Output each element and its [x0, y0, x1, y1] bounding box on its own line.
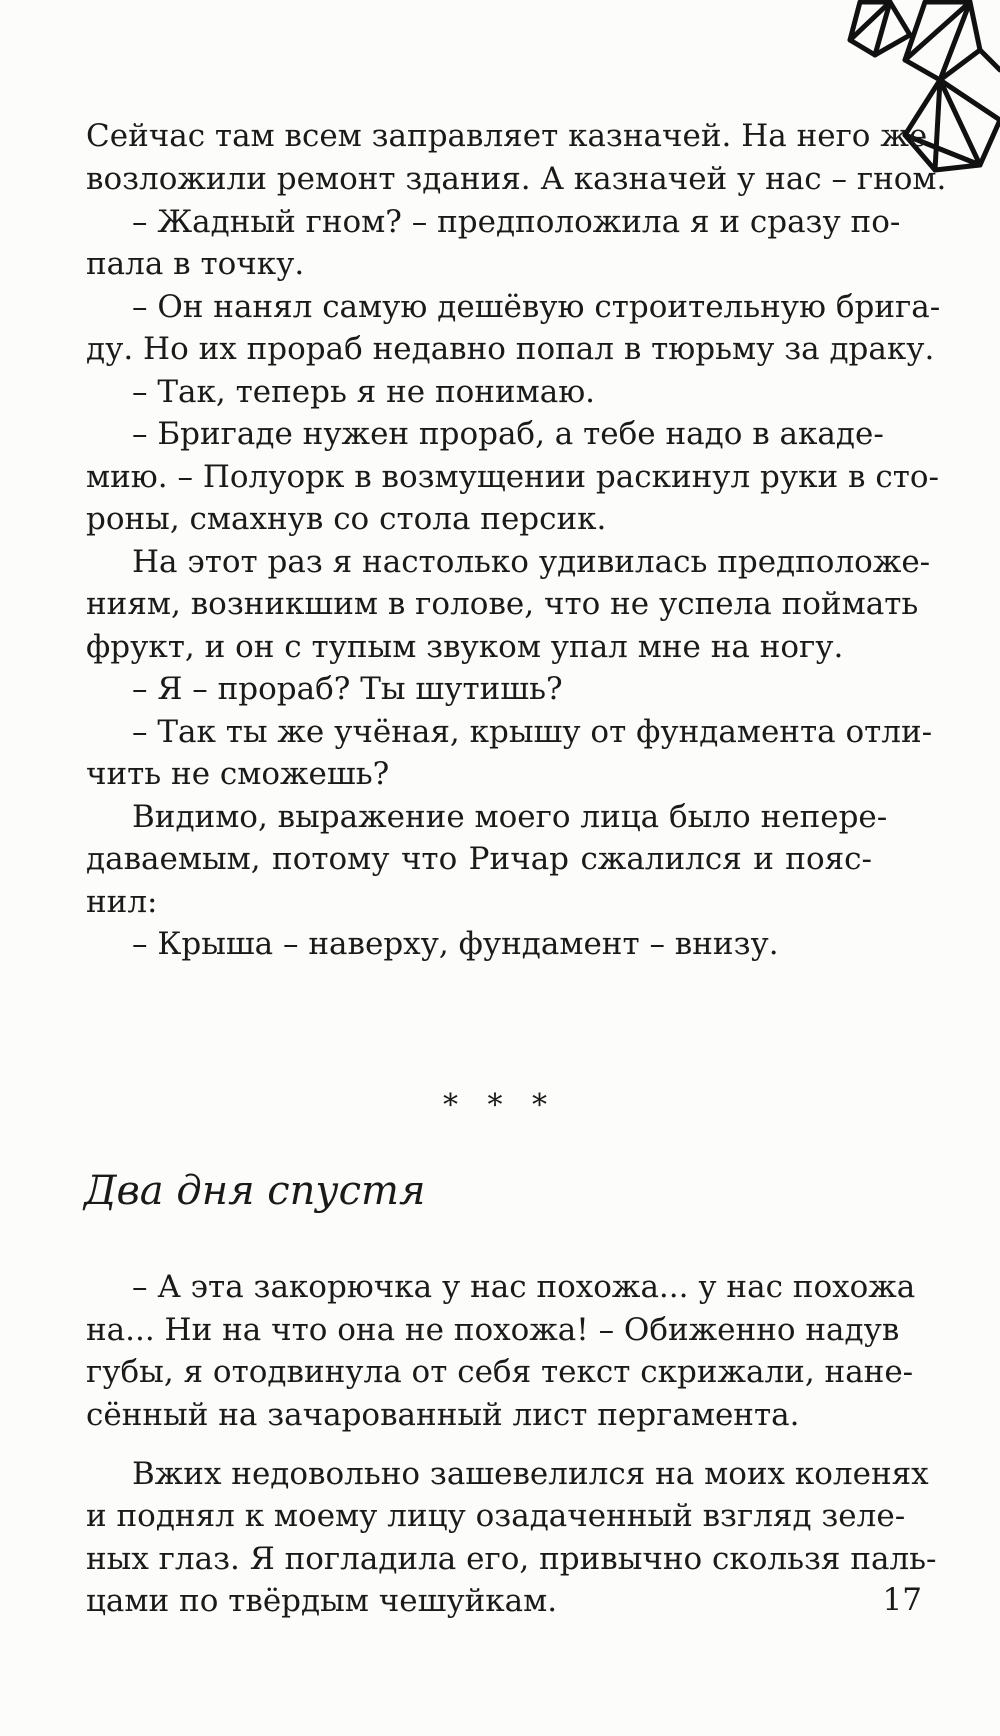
- text-line: пала в точку.: [86, 246, 305, 282]
- text-line: цами по твёрдым чешуйкам.: [86, 1583, 558, 1619]
- text-line: Видимо, выражение моего лица было непере-: [132, 799, 888, 835]
- text-line: губы, я отодвинула от себя текст скрижали, нане-: [86, 1354, 914, 1390]
- text-line: – Я – прораб? Ты шутишь?: [132, 671, 563, 707]
- text-line: – Бригаде нужен прораб, а тебе надо в акаде-: [132, 416, 884, 452]
- text-line: – Он нанял самую дешёвую строительную брига-: [132, 289, 941, 325]
- text-line: – Крыша – наверху, фундамент – внизу.: [132, 926, 779, 962]
- text-line: Сейчас там всем заправляет казначей. На него же: [86, 118, 928, 154]
- text-line: – Так, теперь я не понимаю.: [132, 374, 596, 410]
- page-number: 17: [882, 1582, 922, 1618]
- text-line: Вжих недовольно зашевелился на моих коленях: [132, 1456, 929, 1492]
- text-line: – Жадный гном? – предположила я и сразу по-: [132, 204, 901, 240]
- text-line: и поднял к моему лицу озадаченный взгляд зеле-: [86, 1498, 906, 1534]
- text-line: даваемым, потому что Ричар сжалился и пояс-: [86, 841, 872, 877]
- text-line: мию. – Полуорк в возмущении раскинул руки в сто-: [86, 459, 939, 495]
- text-line: ду. Но их прораб недавно попал в тюрьму за драку.: [86, 331, 935, 367]
- text-line: – А эта закорючка у нас похожа... у нас похожа: [132, 1269, 916, 1305]
- text-line: возложили ремонт здания. А казначей у нас – гном.: [86, 161, 947, 197]
- text-line: сённый на зачарованный лист пергамента.: [86, 1397, 800, 1433]
- section-heading: Два дня спустя: [84, 1168, 426, 1214]
- text-line: ниям, возникшим в голове, что не успела поймать: [86, 586, 919, 622]
- text-line: ных глаз. Я погладила его, привычно скользя паль-: [86, 1541, 937, 1577]
- text-line: На этот раз я настолько удивилась предположе-: [132, 544, 931, 580]
- section-separator: * * *: [442, 1088, 558, 1123]
- text-line: на... Ни на что она не похожа! – Обиженно надув: [86, 1312, 900, 1348]
- text-line: чить не сможешь?: [86, 756, 390, 792]
- text-line: роны, смахнув со стола персик.: [86, 501, 607, 537]
- text-line: фрукт, и он с тупым звуком упал мне на ногу.: [86, 629, 844, 665]
- text-line: нил:: [86, 884, 158, 920]
- text-line: – Так ты же учёная, крышу от фундамента отли-: [132, 714, 933, 750]
